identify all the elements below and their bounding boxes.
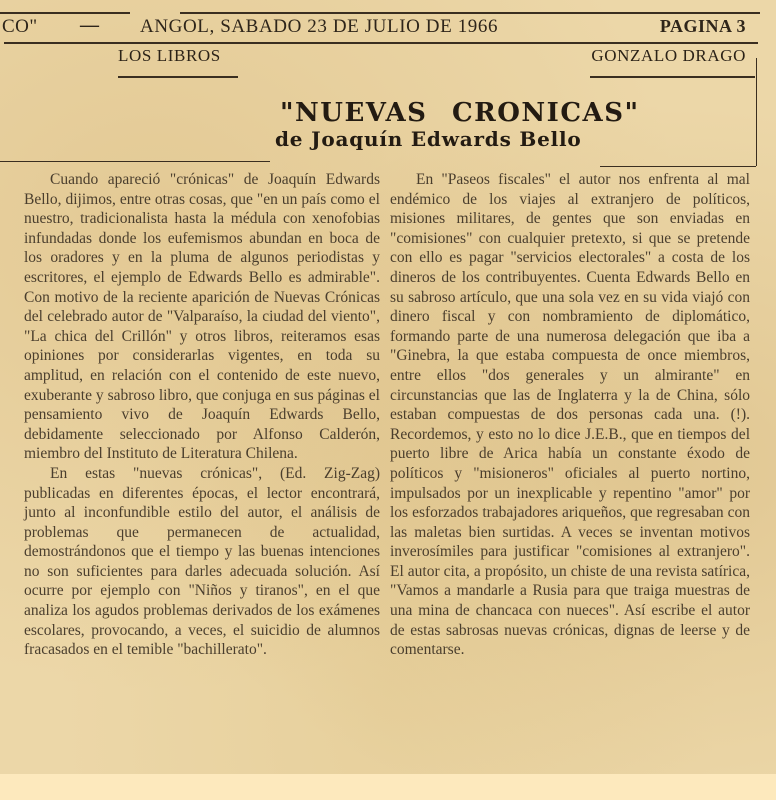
section-label: LOS LIBROS: [118, 46, 221, 65]
article-title: "NUEVAS CRONICAS": [280, 98, 640, 128]
masthead-separator: —: [80, 15, 100, 36]
title-box-right-border: [756, 58, 757, 166]
title-box-bottom-rule-right: [600, 166, 756, 167]
column-author-underline: [590, 76, 755, 78]
article-column-left: [24, 170, 380, 660]
masthead-bottom-rule: [118, 42, 758, 44]
paragraph: En "Paseos fiscales" el autor nos enfrenta al mal endémico de los viajes al extranjero de políticos, misiones militares, de gentes que son enviadas en "comisiones" con cualquier pretexto, si que se pretende con ello es pagar "servicios electorales" a costa de los dineros de los contribuyentes. Cuenta Edwards Bello en su sabroso artículo, que una sola vez en su vida viajó con dinero fiscal y con nombramiento de diplomático, formando parte de una numerosa delegación que iba a "Ginebra, la que estaba compuesta de once miembros, entre ellos "dos generales y un almirante" en circunstancias que las de Inglaterra y la de China, sólo estaban compuestas de dos personas cada una. (!). Recordemos, y esto no lo dice J.E.B., que en tiempos del puerto libre de Arica había un constante éxodo de políticos y "misioneros" oficiales al puerto nortino, impulsados por un inexplicable y repentino "amor" por los esforzados trabajadores ariqueños, que regresaban con las maletas bien surtidas. A veces se inventan motivos inverosímiles para justificar "comisiones al extranjero". El autor cita, a propósito, un chiste de una revista satírica, "Vamos a mandarle a Rusia para que traiga muestras de una mina de chancaca con nueces". Así escribe el autor de estas sabrosas nuevas crónicas, dignas de leerse y de comentarse.: [390, 171, 750, 659]
masthead: [0, 13, 776, 39]
dateline: ANGOL, SABADO 23 DE JULIO DE 1966: [140, 16, 499, 37]
paragraph: Cuando apareció "crónicas" de Joaquín Edwards Bello, dijimos, entre otras cosas, que "en un país como el nuestro, tradicionalista hasta la médula con xenofobias infundadas donde los eufemismos abundan en boca de los oradores y en la pluma de algunos periodistas y escritores, el ejemplo de Edwards Bello es admirable". Con motivo de la reciente aparición de Nuevas Crónicas del celebrado autor de "Valparaíso, la ciudad del viento", "La chica del Crillón" y otros libros, reiteramos esas opiniones por considerarlas vigentes, en toda su amplitud, en relación con el contenido de este nuevo, exuberante y sabroso libro, que conjuga en sus páginas el pensamiento vivo de Joaquín Edwards Bello, debidamente seleccionado por Alfonso Calderón, miembro del Instituto de Literatura Chilena.: [24, 171, 380, 463]
paragraph: En estas "nuevas crónicas", (Ed. Zig-Zag) publicadas en diferentes épocas, el lector encontrará, junto al inconfundible estilo del autor, el análisis de problemas que permanecen de actualidad, demostrándonos que el tiempo y las buenas intenciones no son suficientes para darles adecuada solución. Así ocurre por ejemplo con "Niños y tiranos", en el que analiza los agudos problemas derivados de los exámenes escolares, provocando, a veces, el suicidio de alumnos fracasados en el temible "bachillerato".: [24, 464, 380, 659]
article-column-right: [390, 170, 750, 660]
page-number: PAGINA 3: [659, 16, 746, 36]
column-author: GONZALO DRAGO: [591, 46, 746, 65]
masthead-bottom-rule-left: [4, 42, 124, 44]
article-subtitle: de Joaquín Edwards Bello: [275, 127, 582, 151]
title-box-bottom-rule: [0, 161, 270, 162]
section-label-underline: [118, 76, 238, 78]
newspaper-name-fragment: CO": [2, 16, 38, 37]
